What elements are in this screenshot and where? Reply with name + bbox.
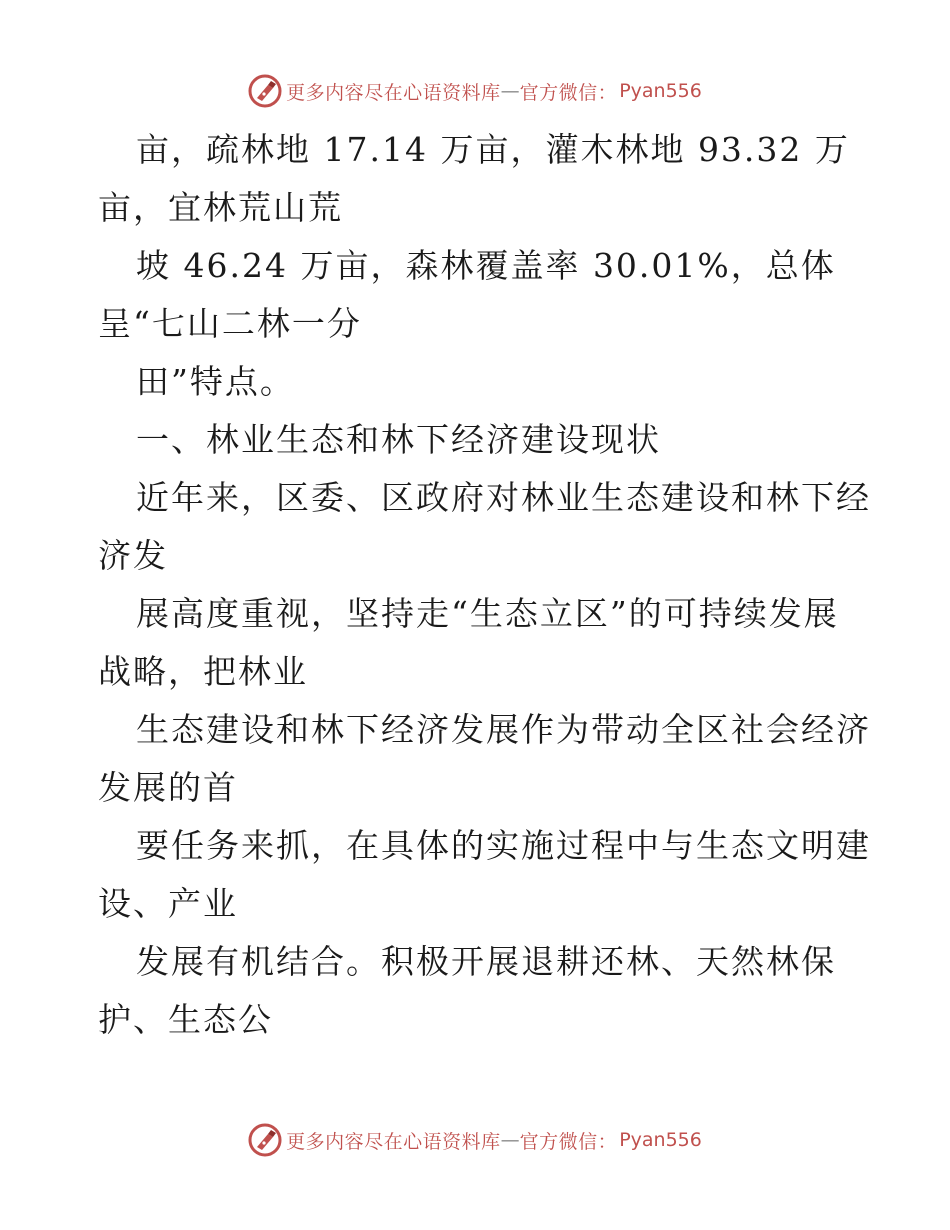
footer-brand-text: 更多内容尽在心语资料库 — [286, 1130, 501, 1153]
header-brand-text: 更多内容尽在心语资料库 — [286, 81, 501, 104]
footer-contact-label: 官方微信： — [519, 1130, 618, 1153]
header-separator: — — [500, 80, 520, 102]
body-line: 济发 — [98, 536, 168, 575]
body-line: 亩，宜林荒山荒 — [98, 188, 343, 227]
body-line: 亩，疏林地 17.14 万亩，灌木林地 93.32 万 — [136, 130, 850, 169]
footer-banner — [0, 1120, 950, 1160]
body-line: 呈“七山二林一分 — [98, 304, 362, 343]
header-contact-label: 官方微信： — [519, 81, 618, 104]
header-banner — [0, 71, 950, 111]
body-line: 发展有机结合。积极开展退耕还林、天然林保 — [136, 942, 836, 981]
section-heading: 一、林业生态和林下经济建设现状 — [136, 420, 661, 459]
body-line: 发展的首 — [98, 768, 238, 807]
body-line: 设、产业 — [98, 884, 238, 923]
pen-nib-logo-icon — [248, 74, 282, 108]
body-line: 近年来，区委、区政府对林业生态建设和林下经 — [136, 478, 871, 517]
pen-nib-logo-icon — [248, 1123, 282, 1157]
body-line: 要任务来抓，在具体的实施过程中与生态文明建 — [136, 826, 871, 865]
body-line: 坡 46.24 万亩，森林覆盖率 30.01%，总体 — [136, 246, 836, 285]
body-line: 展高度重视，坚持走“生态立区”的可持续发展 — [136, 594, 839, 633]
body-line: 护、生态公 — [98, 1000, 273, 1039]
footer-separator: — — [500, 1129, 520, 1151]
body-line: 战略，把林业 — [98, 652, 308, 691]
body-line: 田”特点。 — [136, 362, 295, 401]
body-line: 生态建设和林下经济发展作为带动全区社会经济 — [136, 710, 871, 749]
footer-contact-id: Pyan556 — [619, 1129, 702, 1151]
header-contact-id: Pyan556 — [619, 80, 702, 102]
